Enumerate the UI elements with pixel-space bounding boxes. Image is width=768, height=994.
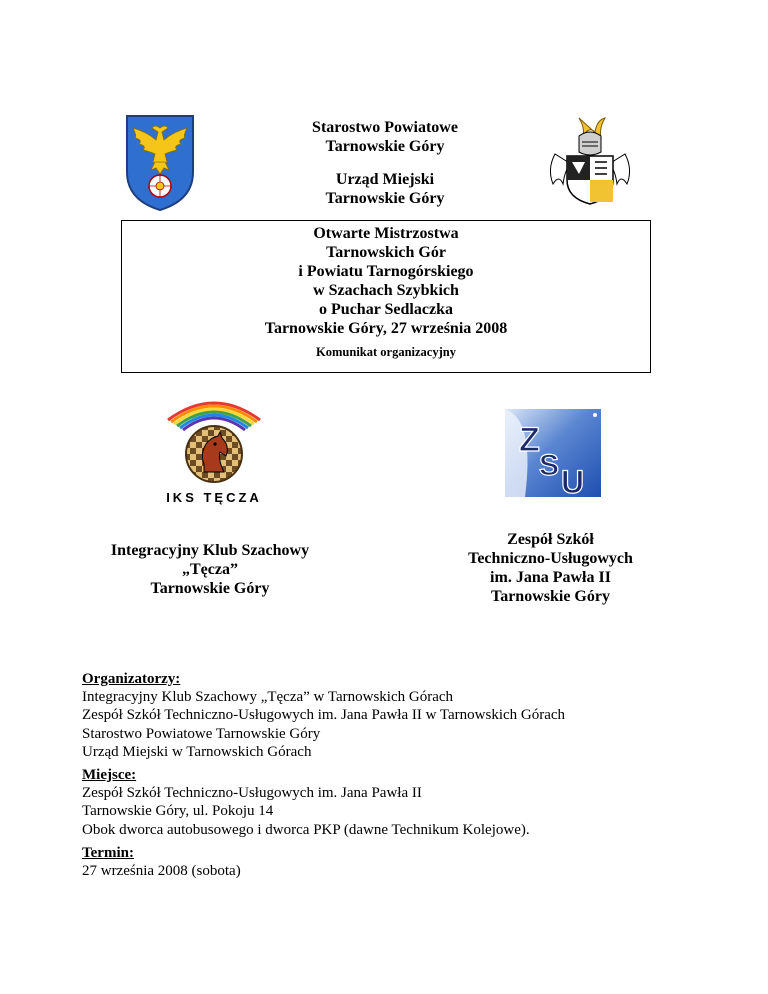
event-title-line: Otwarte Mistrzostwa	[313, 225, 459, 242]
event-title-box	[121, 220, 651, 373]
venue-section	[82, 766, 732, 839]
school-name-block	[408, 530, 693, 606]
school-logo-letter: S	[539, 449, 560, 482]
club-name-line: „Tęcza”	[182, 561, 238, 578]
school-name-line: Zespół Szkół	[507, 531, 594, 548]
organizer-item: Zespół Szkół Techniczno-Usługowych im. Jana Pawła II w Tarnowskich Górach	[82, 707, 566, 724]
event-title	[122, 221, 650, 338]
date-heading: Termin:	[82, 844, 134, 861]
club-name-line: Tarnowskie Góry	[150, 580, 270, 597]
organizers-heading: Organizatorzy:	[82, 671, 181, 687]
club-name-line: Integracyjny Klub Szachowy	[110, 542, 310, 559]
club-logo	[160, 394, 268, 509]
school-name-line: im. Jana Pawła II	[490, 569, 611, 586]
club-logo-text: IKS TĘCZA	[166, 490, 262, 505]
county-coat-of-arms	[125, 114, 195, 212]
school-logo	[505, 409, 601, 497]
event-title-line: Tarnowskich Gór	[326, 244, 446, 261]
venue-heading: Miejsce:	[82, 767, 137, 784]
organizer-item: Integracyjny Klub Szachowy „Tęcza” w Tarnowskich Górach	[82, 689, 454, 706]
organizer-item: Starostwo Powiatowe Tarnowskie Góry	[82, 725, 321, 742]
school-name-line: Tarnowskie Góry	[491, 588, 610, 605]
header-org1-line1: Starostwo Powiatowe	[312, 119, 458, 136]
event-title-line: i Powiatu Tarnogórskiego	[298, 263, 474, 280]
venue-item: Zespół Szkół Techniczno-Usługowych im. Jana Pawła II	[82, 785, 422, 802]
info-sections	[82, 670, 732, 885]
header-org1-line2: Tarnowskie Góry	[325, 138, 445, 155]
date-section	[82, 844, 732, 880]
header-organizers	[230, 118, 540, 208]
club-name-block	[60, 541, 360, 598]
organizer-item: Urząd Miejski w Tarnowskich Górach	[82, 743, 312, 760]
venue-item: Obok dworca autobusowego i dworca PKP (dawne Technikum Kolejowe).	[82, 821, 530, 838]
date-item: 27 września 2008 (sobota)	[82, 863, 241, 880]
venue-item: Tarnowskie Góry, ul. Pokoju 14	[82, 803, 274, 820]
header-org2-line2: Tarnowskie Góry	[325, 190, 445, 207]
event-title-line: Tarnowskie Góry, 27 września 2008	[264, 320, 508, 337]
organizers-section	[82, 670, 732, 761]
event-title-line: w Szachach Szybkich	[313, 282, 459, 299]
school-logo-letter: Z	[519, 421, 540, 459]
school-name-line: Techniczno-Usługowych	[468, 550, 633, 567]
event-notice: Komunikat organizacyjny	[316, 345, 456, 359]
event-title-line: o Puchar Sedlaczka	[319, 301, 453, 318]
city-coat-of-arms	[545, 114, 635, 206]
school-logo-letter: U	[561, 464, 585, 497]
header-org2-line1: Urząd Miejski	[335, 171, 435, 188]
